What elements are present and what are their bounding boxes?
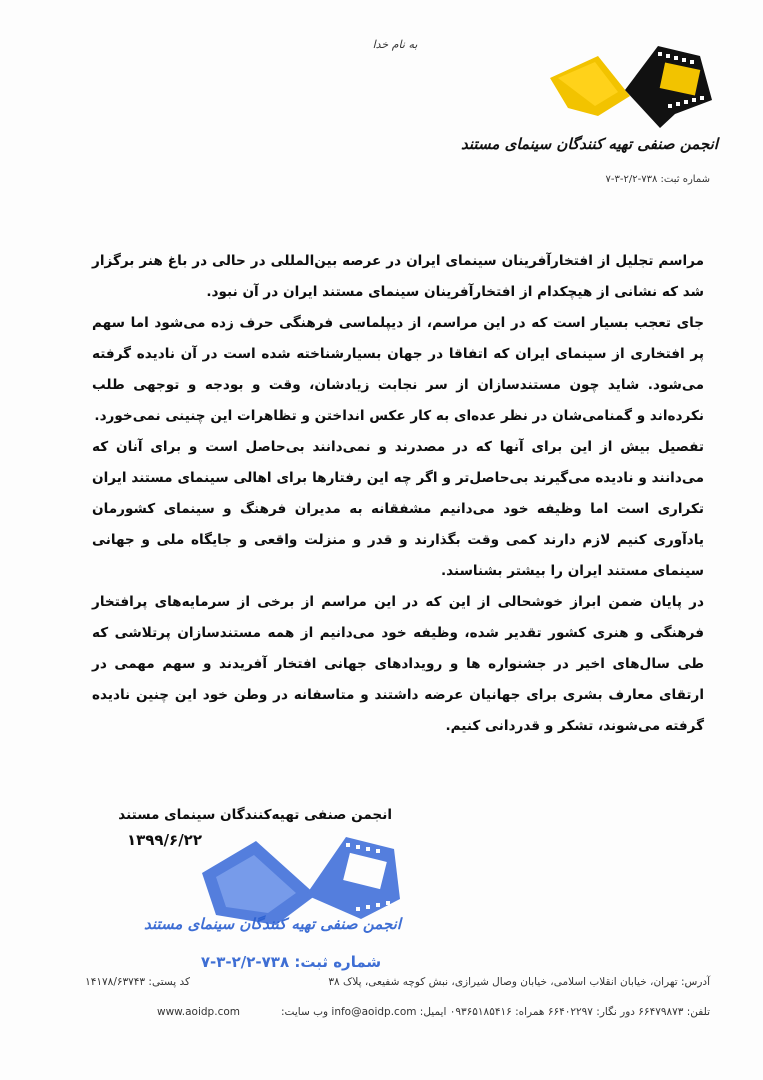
logo-calligraphy: انجمن صنفی تهیه کنندگان سینمای مستند [461, 135, 718, 153]
paragraph-4: در پایان ضمن ابراز خوشحالی از این که در این مراسم از برخی از سرمایه‌های پرافتخار فرهنگی و هنری کشور تقدیر شده، وظیفه خود می‌دانیم از همه مستندسازان پرتلاشی که طی سال‌های اخیر در جشنواره ها و رویدادهای جهانی افتخار آفریدند و سهم مهمی در ارتقای معارف بشری برای جهانیان عرضه داشتند و متاسفانه در وطن خود این چنین نادیده گرفته می‌شوند، تشکر و قدردانی کنیم. [92, 594, 704, 734]
bismillah-heading: به نام خدا [372, 38, 418, 51]
footer-contact: تلفن: ۶۶۴۷۹۸۷۳ دور نگار: ۶۶۴۰۲۲۹۷ همراه: ۰۹۳۶۵۱۸۵۴۱۶ ایمیل: info@aoidp.com وب سایت: [281, 1006, 710, 1018]
paragraph-3: تفصیل بیش از این برای آنها که در مصدرند و نمی‌دانند بی‌حاصل است و برای آنان که می‌دانند و نادیده می‌گیرند بی‌حاصل‌تر و اگر چه این رفتارها برای اهالی سینمای مستند ایران تکراری است اما وظیفه خود می‌دانیم مشفقانه به مدیران فرهنگ و سینمای کشورمان یادآوری کنیم لازم دارند کمی وقت بگذارند و قدر و منزلت واقعی و جایگاه ملی و جهانی سینمای مستند ایران را بیشتر بشناسند. [92, 439, 704, 579]
signature-line: انجمن صنفی تهیه‌کنندگان سینمای مستند [118, 807, 392, 823]
registration-number: شماره ثبت: ۷۳۸-۲/۲-۳-۷ [605, 174, 710, 185]
footer-address: آدرس: تهران، خیابان انقلاب اسلامی، خیابان وصال شیرازی، نبش کوچه شفیعی، پلاک ۳۸ [328, 976, 710, 988]
footer-website-link[interactable]: www.aoidp.com [156, 1006, 240, 1018]
paragraph-1: مراسم تجلیل از افتخارآفرینان سینمای ایران در عرصه بین‌المللی در حالی در باغ هنر برگزار شد که نشانی از هیچکدام از افتخارآفرینان سینمای مستند ایران در آن نبود. [92, 253, 704, 300]
film-strip-logo-icon [540, 38, 715, 138]
association-logo [461, 38, 718, 163]
letter-body [92, 246, 704, 742]
stamp-calligraphy: انجمن صنفی تهیه کنندگان سینمای مستند [144, 915, 401, 933]
stamp-registration-number: شماره ثبت: ۷۳۸-۲/۲-۳-۷ [200, 953, 382, 971]
paragraph-2: جای تعجب بسیار است که در این مراسم، از دیپلماسی فرهنگی حرف زده می‌شود اما سهم پر افتخاری از سینمای ایران که اتفاقا در جهان بسیارشناخته شده است در آن نادیده گرفته می‌شود. شاید چون مستندسازان از سر نجابت زیادشان، وقت و بودجه و توجهی طلب نکرده‌اند و گمنامی‌شان در نظر عده‌ای به کار عکس انداختن و تظاهرات این چنینی نمی‌خورد. [92, 315, 704, 424]
letter-date: ۱۳۹۹/۶/۲۲ [126, 831, 202, 849]
footer-postal-code: کد پستی: ۱۴۱۷۸/۶۳۷۴۳ [85, 976, 190, 988]
